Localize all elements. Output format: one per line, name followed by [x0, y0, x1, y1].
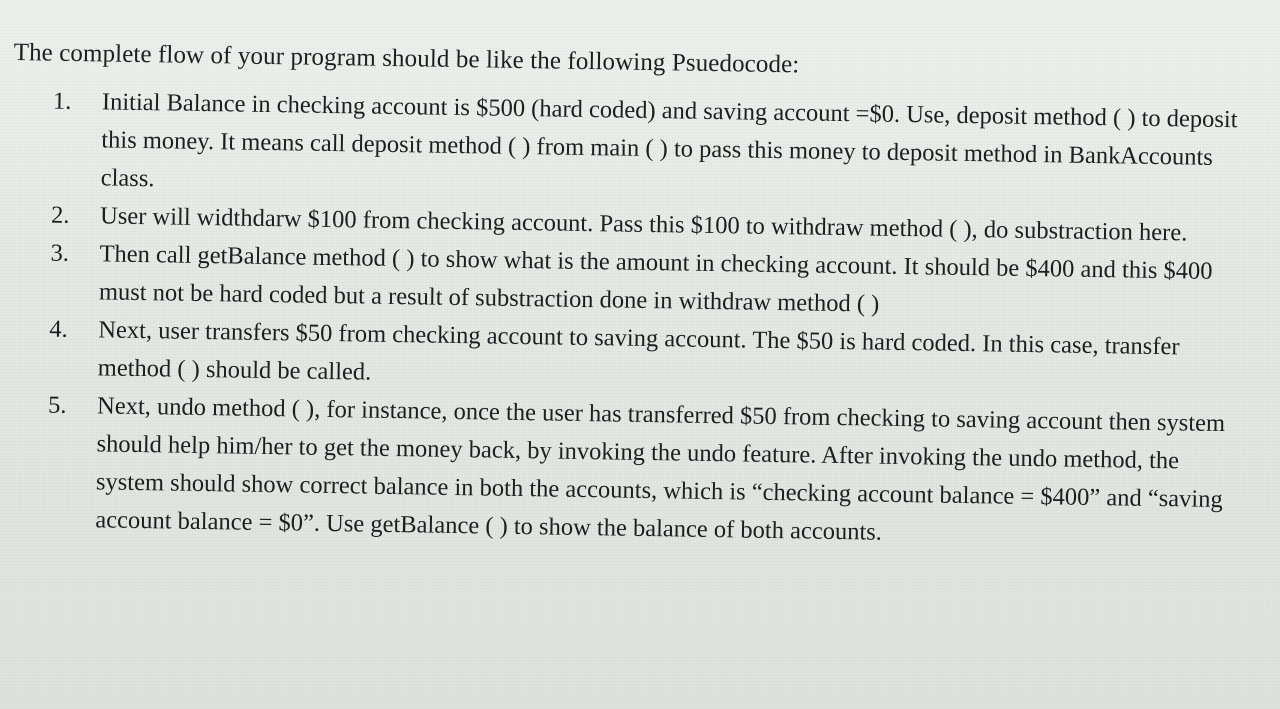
step-text: Initial Balance in checking account is $500 (hard coded) and saving account =$0. Use, deposit method ( ) to deposit this money. It means call deposit method ( ) from main ( ) to pass this money to deposit method in BankAccounts class.: [100, 88, 1238, 193]
intro-text: The complete flow of your program should be like the following Psuedocode:: [13, 38, 800, 79]
pseudocode-document: [6, 34, 1254, 557]
step-text: User will widthdarw $100 from checking account. Pass this $100 to withdraw method ( ), do substraction here.: [99, 202, 1188, 247]
steps-list: [6, 82, 1253, 557]
step-text: Next, user transfers $50 from checking account to saving account. The $50 is hard coded. In this case, transfer method ( ) should be called.: [97, 316, 1180, 386]
step-number: 5.: [47, 391, 67, 419]
step-number: 2.: [50, 201, 70, 229]
step-number: 4.: [49, 315, 68, 343]
step-number: 3.: [50, 239, 70, 267]
step-number: 1.: [52, 87, 72, 115]
step-item-5: [6, 386, 1248, 557]
step-text: Then call getBalance method ( ) to show what is the amount in checking account. It should be $400 and this $400 must not be hard coded but a result of substraction done in withdraw method ( ): [98, 240, 1213, 318]
step-text: Next, undo method ( ), for instance, once the user has transferred $50 from checking to saving account then system should help him/her to get the money back, by invoking the undo feature. After invoking the undo method, the system should show correct balance in both the accounts, which is “checking account balance = $400” and “saving account balance = $0”. Use getBalance ( ) to show the balance of both accounts.: [95, 392, 1226, 546]
step-item-1: [11, 82, 1253, 215]
